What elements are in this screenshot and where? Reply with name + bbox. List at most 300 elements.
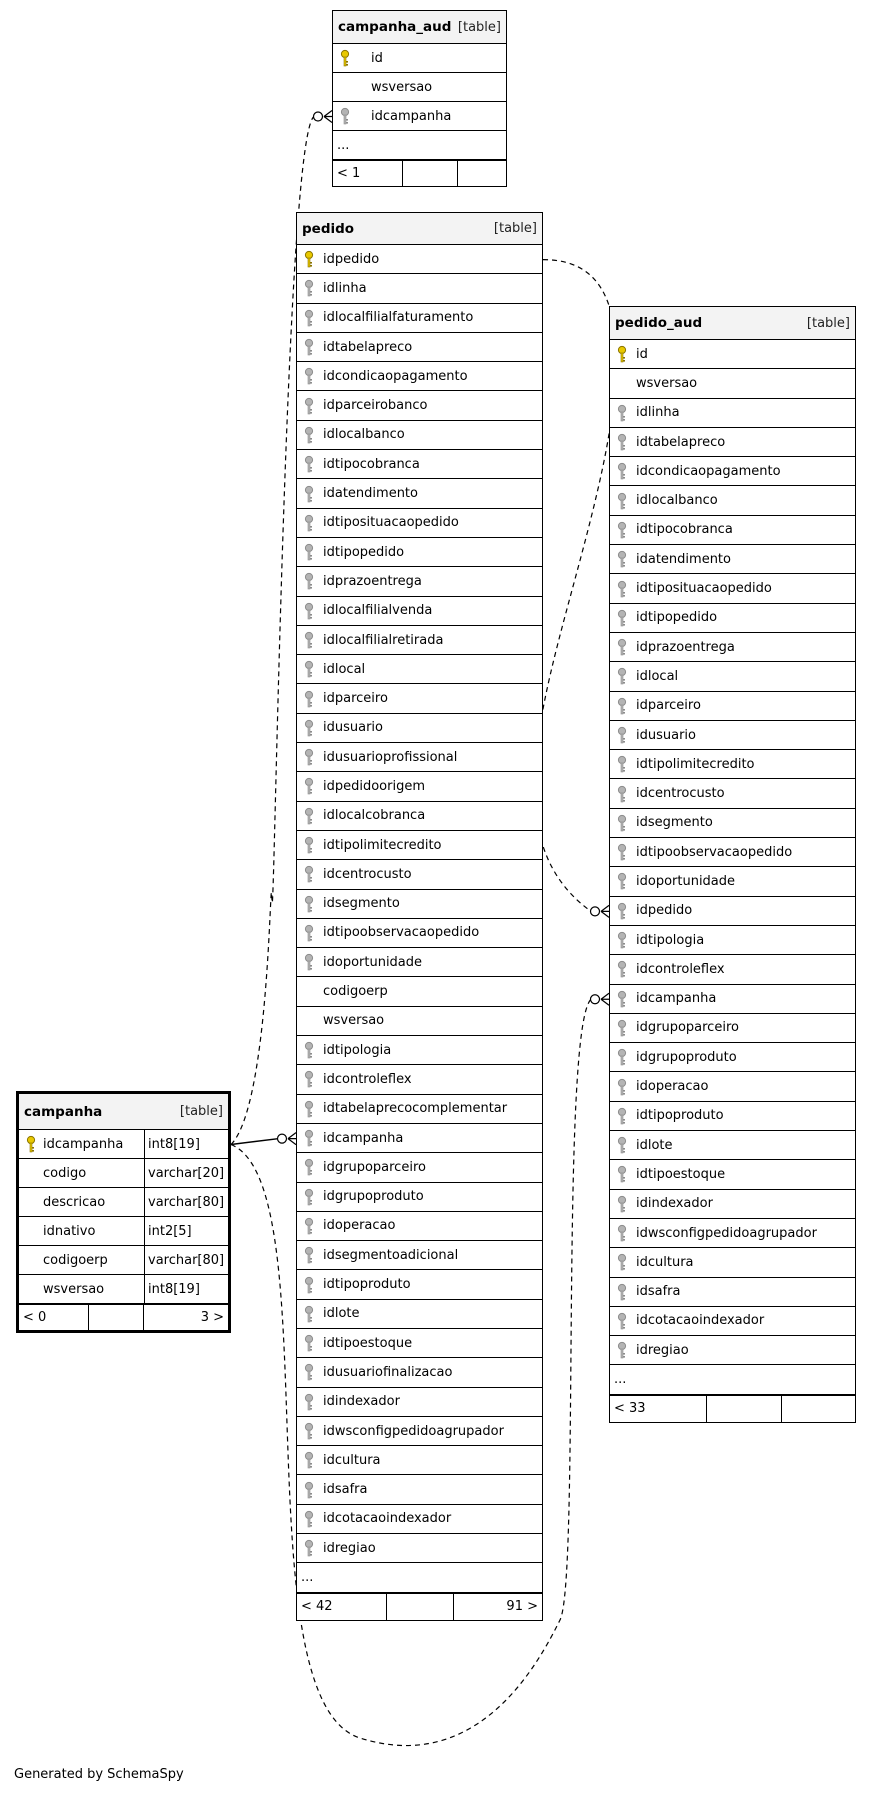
foreign-key-icon xyxy=(304,572,314,590)
foreign-key-icon xyxy=(304,631,314,649)
column-name: idpedido xyxy=(323,251,380,267)
column-row[interactable] xyxy=(297,1241,542,1270)
column-name: idcentrocusto xyxy=(636,786,725,802)
column-row[interactable] xyxy=(297,1388,542,1417)
foreign-key-icon xyxy=(617,843,627,861)
foreign-key-icon xyxy=(617,1078,627,1096)
column-row[interactable] xyxy=(610,633,855,662)
column-row[interactable] xyxy=(610,662,855,691)
foreign-key-icon xyxy=(617,521,627,539)
column-row[interactable] xyxy=(297,304,542,333)
foreign-key-icon xyxy=(304,1129,314,1147)
column-row[interactable] xyxy=(610,486,855,515)
more-columns-row[interactable] xyxy=(610,1365,855,1394)
foreign-key-icon xyxy=(617,404,627,422)
foreign-key-icon xyxy=(304,719,314,737)
column-row[interactable] xyxy=(297,948,542,977)
foreign-key-icon xyxy=(304,807,314,825)
column-row[interactable] xyxy=(297,1446,542,1475)
column-row[interactable] xyxy=(610,1072,855,1101)
column-row[interactable] xyxy=(610,545,855,574)
column-row[interactable] xyxy=(610,1278,855,1307)
table-footer xyxy=(19,1304,228,1330)
column-name: idtiposituacaopedido xyxy=(636,581,772,597)
foreign-key-icon xyxy=(617,1224,627,1242)
table-type-tag: [table] xyxy=(493,221,537,236)
generator-credit: Generated by SchemaSpy xyxy=(14,1767,184,1782)
foreign-key-icon xyxy=(304,455,314,473)
foreign-key-icon xyxy=(617,550,627,568)
column-row[interactable] xyxy=(610,838,855,867)
column-type: varchar[80] xyxy=(144,1188,224,1216)
foreign-key-icon xyxy=(617,1312,627,1330)
column-row[interactable] xyxy=(610,428,855,457)
column-name: idatendimento xyxy=(323,486,418,502)
child-count: < 33 xyxy=(610,1396,707,1422)
column-row[interactable] xyxy=(297,743,542,772)
column-row[interactable] xyxy=(297,1036,542,1065)
foreign-key-icon xyxy=(304,1217,314,1235)
column-name: wsversao xyxy=(43,1281,105,1297)
ellipsis: ... xyxy=(614,1372,627,1388)
column-row[interactable] xyxy=(610,750,855,779)
relationship-pedido-pedido-aud xyxy=(535,260,617,912)
column-row[interactable] xyxy=(19,1246,228,1275)
column-name: idregiao xyxy=(636,1342,689,1358)
foreign-key-icon xyxy=(617,1341,627,1359)
column-row[interactable] xyxy=(19,1159,228,1188)
column-row[interactable] xyxy=(610,985,855,1014)
column-row[interactable] xyxy=(297,772,542,801)
column-name: idlocalbanco xyxy=(636,493,718,509)
primary-key-icon xyxy=(340,49,350,67)
foreign-key-icon xyxy=(304,895,314,913)
foreign-key-icon xyxy=(304,1041,314,1059)
column-name: idlocal xyxy=(636,668,679,684)
column-name: idgrupoparceiro xyxy=(636,1020,739,1036)
foreign-key-icon xyxy=(617,960,627,978)
primary-key-icon xyxy=(26,1135,36,1153)
column-row[interactable] xyxy=(297,1358,542,1387)
foreign-key-icon xyxy=(617,1165,627,1183)
column-row[interactable] xyxy=(19,1275,228,1304)
column-name: idcontroleflex xyxy=(323,1071,412,1087)
column-row[interactable] xyxy=(610,721,855,750)
column-name: idtipopedido xyxy=(323,544,405,560)
column-name: idtipocobranca xyxy=(323,456,420,472)
foreign-key-icon xyxy=(617,990,627,1008)
column-name: idpedido xyxy=(636,903,693,919)
column-name: idlinha xyxy=(636,405,680,421)
column-row[interactable] xyxy=(333,44,506,73)
foreign-key-icon xyxy=(304,1100,314,1118)
column-row[interactable] xyxy=(297,421,542,450)
table-name: campanha xyxy=(24,1103,103,1120)
column-name: idatendimento xyxy=(636,551,731,567)
column-row[interactable] xyxy=(610,1014,855,1043)
column-row[interactable] xyxy=(610,399,855,428)
foreign-key-icon xyxy=(304,1510,314,1528)
column-row[interactable] xyxy=(297,1417,542,1446)
column-row[interactable] xyxy=(610,1102,855,1131)
table-type-tag: [table] xyxy=(457,19,501,35)
footer-spacer xyxy=(387,1594,454,1620)
column-name: idsafra xyxy=(323,1482,368,1498)
parent-count: 91 > xyxy=(506,1599,538,1615)
column-row[interactable] xyxy=(610,1307,855,1336)
column-row[interactable] xyxy=(19,1217,228,1246)
column-name: idprazoentrega xyxy=(323,573,422,589)
table-name: campanha_aud xyxy=(338,19,452,35)
foreign-key-icon xyxy=(304,1070,314,1088)
table-footer xyxy=(297,1593,542,1620)
column-row[interactable] xyxy=(297,538,542,567)
column-row[interactable] xyxy=(297,1300,542,1329)
column-name: idcampanha xyxy=(636,991,717,1007)
parent-count: 3 > xyxy=(200,1310,224,1325)
foreign-key-icon xyxy=(304,1276,314,1294)
column-row[interactable] xyxy=(297,626,542,655)
column-name: idsegmentoadicional xyxy=(323,1247,459,1263)
column-name: idtipolimitecredito xyxy=(636,756,755,772)
foreign-key-icon xyxy=(617,667,627,685)
column-name: wsversao xyxy=(371,79,433,95)
column-name: idsegmento xyxy=(323,896,400,912)
column-row[interactable] xyxy=(610,340,855,369)
column-row[interactable] xyxy=(610,955,855,984)
foreign-key-icon xyxy=(617,462,627,480)
foreign-key-icon xyxy=(617,1195,627,1213)
more-columns-row[interactable] xyxy=(333,131,506,160)
foreign-key-icon xyxy=(304,397,314,415)
table-campanha-aud[interactable] xyxy=(332,10,507,187)
column-name: idtipologia xyxy=(323,1042,392,1058)
foreign-key-icon xyxy=(304,485,314,503)
column-name: idlocalfilialvenda xyxy=(323,603,433,619)
column-name: idgrupoparceiro xyxy=(323,1159,426,1175)
more-columns-row[interactable] xyxy=(297,1563,542,1592)
column-type: int2[5] xyxy=(144,1217,192,1245)
column-row[interactable] xyxy=(610,809,855,838)
column-name: idoperacao xyxy=(323,1218,396,1234)
table-campanha[interactable] xyxy=(16,1091,231,1333)
foreign-key-icon xyxy=(617,433,627,451)
column-row[interactable] xyxy=(297,860,542,889)
foreign-key-icon xyxy=(304,279,314,297)
foreign-key-icon xyxy=(304,777,314,795)
foreign-key-icon xyxy=(340,107,350,125)
column-name: idlote xyxy=(323,1306,360,1322)
foreign-key-icon xyxy=(617,931,627,949)
column-name: idcotacaoindexador xyxy=(323,1511,452,1527)
foreign-key-icon xyxy=(617,697,627,715)
column-row[interactable] xyxy=(610,926,855,955)
column-row[interactable] xyxy=(297,509,542,538)
column-name: idusuariofinalizacao xyxy=(323,1364,453,1380)
footer-spacer xyxy=(403,161,458,186)
foreign-key-icon xyxy=(617,755,627,773)
foreign-key-icon xyxy=(617,726,627,744)
column-name: idoportunidade xyxy=(636,873,736,889)
foreign-key-icon xyxy=(617,492,627,510)
column-name: idsegmento xyxy=(636,815,713,831)
foreign-key-icon xyxy=(304,1305,314,1323)
foreign-key-icon xyxy=(304,1246,314,1264)
column-row[interactable] xyxy=(333,102,506,131)
column-name: idindexador xyxy=(323,1394,400,1410)
column-row[interactable] xyxy=(610,604,855,633)
column-name: idtipoproduto xyxy=(636,1108,724,1124)
foreign-key-icon xyxy=(304,1188,314,1206)
foreign-key-icon xyxy=(617,1136,627,1154)
column-row[interactable] xyxy=(297,1534,542,1563)
pedido-aud-idpedido-end-crowfoot xyxy=(601,905,609,917)
parent-count xyxy=(782,1396,855,1422)
foreign-key-icon xyxy=(304,1539,314,1557)
column-name: idcultura xyxy=(636,1254,694,1270)
column-row[interactable] xyxy=(610,692,855,721)
foreign-key-icon xyxy=(304,1393,314,1411)
column-row[interactable] xyxy=(297,274,542,303)
column-row[interactable] xyxy=(297,1329,542,1358)
column-row[interactable] xyxy=(610,574,855,603)
column-name: idlote xyxy=(636,1137,673,1153)
relationship-campanha-pedido xyxy=(231,1139,278,1145)
ellipsis: ... xyxy=(301,1570,314,1585)
pedido-idcampanha-end-crowfoot xyxy=(288,1133,296,1145)
table-header xyxy=(333,11,506,44)
column-name: idprazoentrega xyxy=(636,639,735,655)
column-name: codigo xyxy=(43,1165,87,1181)
column-name: idlocalcobranca xyxy=(323,808,426,824)
foreign-key-icon xyxy=(617,785,627,803)
table-type-tag: [table] xyxy=(806,315,850,331)
column-row[interactable] xyxy=(333,73,506,102)
pedido-idcampanha-end-optional-circle xyxy=(278,1134,287,1143)
column-name: idnativo xyxy=(43,1223,96,1239)
child-count: < 1 xyxy=(333,161,403,186)
column-row[interactable] xyxy=(610,1043,855,1072)
column-name: idcampanha xyxy=(371,108,452,124)
column-row[interactable] xyxy=(297,890,542,919)
column-row[interactable] xyxy=(297,714,542,743)
column-row[interactable] xyxy=(610,369,855,398)
column-name: id xyxy=(371,50,383,66)
column-name: idparceirobanco xyxy=(323,398,428,414)
column-type: varchar[20] xyxy=(144,1159,224,1187)
foreign-key-icon xyxy=(304,514,314,532)
column-name: codigoerp xyxy=(43,1252,108,1268)
column-name: idcotacaoindexador xyxy=(636,1313,765,1329)
pedido-aud-idcampanha-end-crowfoot xyxy=(601,993,609,1005)
column-name: idtipolimitecredito xyxy=(323,837,442,853)
column-name: idpedidoorigem xyxy=(323,778,426,794)
foreign-key-icon xyxy=(617,1019,627,1037)
foreign-key-icon xyxy=(304,660,314,678)
column-name: wsversao xyxy=(636,375,698,391)
table-header xyxy=(610,307,855,340)
child-count: < 0 xyxy=(19,1305,89,1330)
column-name: idcampanha xyxy=(43,1136,124,1152)
column-name: idtiposituacaopedido xyxy=(323,515,459,531)
column-row[interactable] xyxy=(610,1219,855,1248)
column-row[interactable] xyxy=(297,1095,542,1124)
column-row[interactable] xyxy=(610,779,855,808)
column-type: int8[19] xyxy=(144,1275,200,1303)
pedido-aud-idcampanha-end-optional-circle xyxy=(591,995,600,1004)
column-row[interactable] xyxy=(610,516,855,545)
foreign-key-icon xyxy=(617,1253,627,1271)
column-name: idtipoestoque xyxy=(636,1166,726,1182)
foreign-key-icon xyxy=(304,1158,314,1176)
column-row[interactable] xyxy=(19,1188,228,1217)
column-name: idsafra xyxy=(636,1284,681,1300)
column-type: int8[19] xyxy=(144,1130,200,1158)
column-row[interactable] xyxy=(297,333,542,362)
column-name: descricao xyxy=(43,1194,106,1210)
column-row[interactable] xyxy=(297,655,542,684)
column-row[interactable] xyxy=(297,391,542,420)
column-row[interactable] xyxy=(610,457,855,486)
column-name: idtipoobservacaopedido xyxy=(636,844,793,860)
column-name: idwsconfigpedidoagrupador xyxy=(323,1423,504,1439)
column-name: idoportunidade xyxy=(323,954,423,970)
foreign-key-icon xyxy=(304,748,314,766)
column-row[interactable] xyxy=(297,1153,542,1182)
column-row[interactable] xyxy=(297,1124,542,1153)
column-name: idcontroleflex xyxy=(636,961,725,977)
footer-spacer xyxy=(89,1305,144,1330)
column-name: idlocalbanco xyxy=(323,427,405,443)
column-name: id xyxy=(636,346,648,362)
column-row[interactable] xyxy=(610,867,855,896)
column-row[interactable] xyxy=(610,1248,855,1277)
column-row[interactable] xyxy=(297,362,542,391)
column-row[interactable] xyxy=(610,1336,855,1365)
foreign-key-icon xyxy=(617,1283,627,1301)
foreign-key-icon xyxy=(617,872,627,890)
parent-count xyxy=(458,161,506,186)
column-name: idparceiro xyxy=(636,698,701,714)
column-row[interactable] xyxy=(610,897,855,926)
column-name: idcondicaopagamento xyxy=(636,463,781,479)
column-row[interactable] xyxy=(297,245,542,274)
column-name: idusuarioprofissional xyxy=(323,749,458,765)
primary-key-icon xyxy=(304,250,314,268)
foreign-key-icon xyxy=(617,638,627,656)
foreign-key-icon xyxy=(304,1481,314,1499)
table-pedido[interactable] xyxy=(296,212,543,1621)
table-type-tag: [table] xyxy=(179,1104,223,1119)
column-row[interactable] xyxy=(297,684,542,713)
foreign-key-icon xyxy=(304,865,314,883)
column-type: varchar[80] xyxy=(144,1246,224,1274)
column-name: idcampanha xyxy=(323,1130,404,1146)
foreign-key-icon xyxy=(304,309,314,327)
column-name: idgrupoproduto xyxy=(636,1049,737,1065)
column-name: idlinha xyxy=(323,280,367,296)
column-name: idlocalfilialretirada xyxy=(323,632,444,648)
column-row[interactable] xyxy=(297,802,542,831)
column-row[interactable] xyxy=(297,1183,542,1212)
column-row[interactable] xyxy=(610,1190,855,1219)
table-footer xyxy=(610,1395,855,1422)
table-pedido-aud[interactable] xyxy=(609,306,856,1423)
column-row[interactable] xyxy=(297,977,542,1006)
column-row[interactable] xyxy=(297,831,542,860)
column-row[interactable] xyxy=(297,919,542,948)
foreign-key-icon xyxy=(304,543,314,561)
column-name: idtabelapreco xyxy=(636,434,726,450)
foreign-key-icon xyxy=(304,690,314,708)
column-name: idlocal xyxy=(323,661,366,677)
column-row[interactable] xyxy=(297,1505,542,1534)
column-row[interactable] xyxy=(297,1065,542,1094)
foreign-key-icon xyxy=(304,426,314,444)
primary-key-icon xyxy=(617,345,627,363)
column-row[interactable] xyxy=(297,597,542,626)
table-name: pedido xyxy=(302,220,355,237)
foreign-key-icon xyxy=(304,924,314,942)
column-row[interactable] xyxy=(297,1475,542,1504)
column-row[interactable] xyxy=(297,1212,542,1241)
foreign-key-icon xyxy=(304,602,314,620)
foreign-key-icon xyxy=(617,814,627,832)
column-name: idtabelapreco xyxy=(323,339,413,355)
column-row[interactable] xyxy=(610,1160,855,1189)
child-count: < 42 xyxy=(297,1594,387,1620)
column-name: codigoerp xyxy=(323,984,388,1000)
foreign-key-icon xyxy=(617,902,627,920)
footer-spacer xyxy=(707,1396,782,1422)
campanha-aud-end-optional-circle xyxy=(314,112,323,121)
column-name: idusuario xyxy=(636,727,696,743)
foreign-key-icon xyxy=(304,1334,314,1352)
column-name: idtipoproduto xyxy=(323,1277,411,1293)
campanha-aud-end-crowfoot xyxy=(324,111,332,123)
column-name: wsversao xyxy=(323,1013,385,1029)
column-name: idusuario xyxy=(323,720,383,736)
foreign-key-icon xyxy=(304,953,314,971)
column-row[interactable] xyxy=(297,1007,542,1036)
column-name: idoperacao xyxy=(636,1079,709,1095)
foreign-key-icon xyxy=(617,580,627,598)
foreign-key-icon xyxy=(304,338,314,356)
column-row[interactable] xyxy=(297,567,542,596)
foreign-key-icon xyxy=(304,836,314,854)
column-name: idcultura xyxy=(323,1452,381,1468)
column-name: idregiao xyxy=(323,1540,376,1556)
foreign-key-icon xyxy=(304,1422,314,1440)
foreign-key-icon xyxy=(304,1363,314,1381)
column-row[interactable] xyxy=(297,479,542,508)
table-name: pedido_aud xyxy=(615,315,703,331)
table-footer xyxy=(333,160,506,186)
column-name: idtipoobservacaopedido xyxy=(323,925,480,941)
column-name: idcentrocusto xyxy=(323,866,412,882)
column-row[interactable] xyxy=(297,1270,542,1299)
foreign-key-icon xyxy=(304,367,314,385)
foreign-key-icon xyxy=(304,1451,314,1469)
pedido-aud-idpedido-end-optional-circle xyxy=(591,907,600,916)
column-row[interactable] xyxy=(610,1131,855,1160)
column-row[interactable] xyxy=(297,450,542,479)
column-name: idcondicaopagamento xyxy=(323,368,468,384)
foreign-key-icon xyxy=(617,1107,627,1125)
column-name: idindexador xyxy=(636,1196,713,1212)
column-row[interactable] xyxy=(19,1130,228,1159)
column-name: idparceiro xyxy=(323,691,388,707)
